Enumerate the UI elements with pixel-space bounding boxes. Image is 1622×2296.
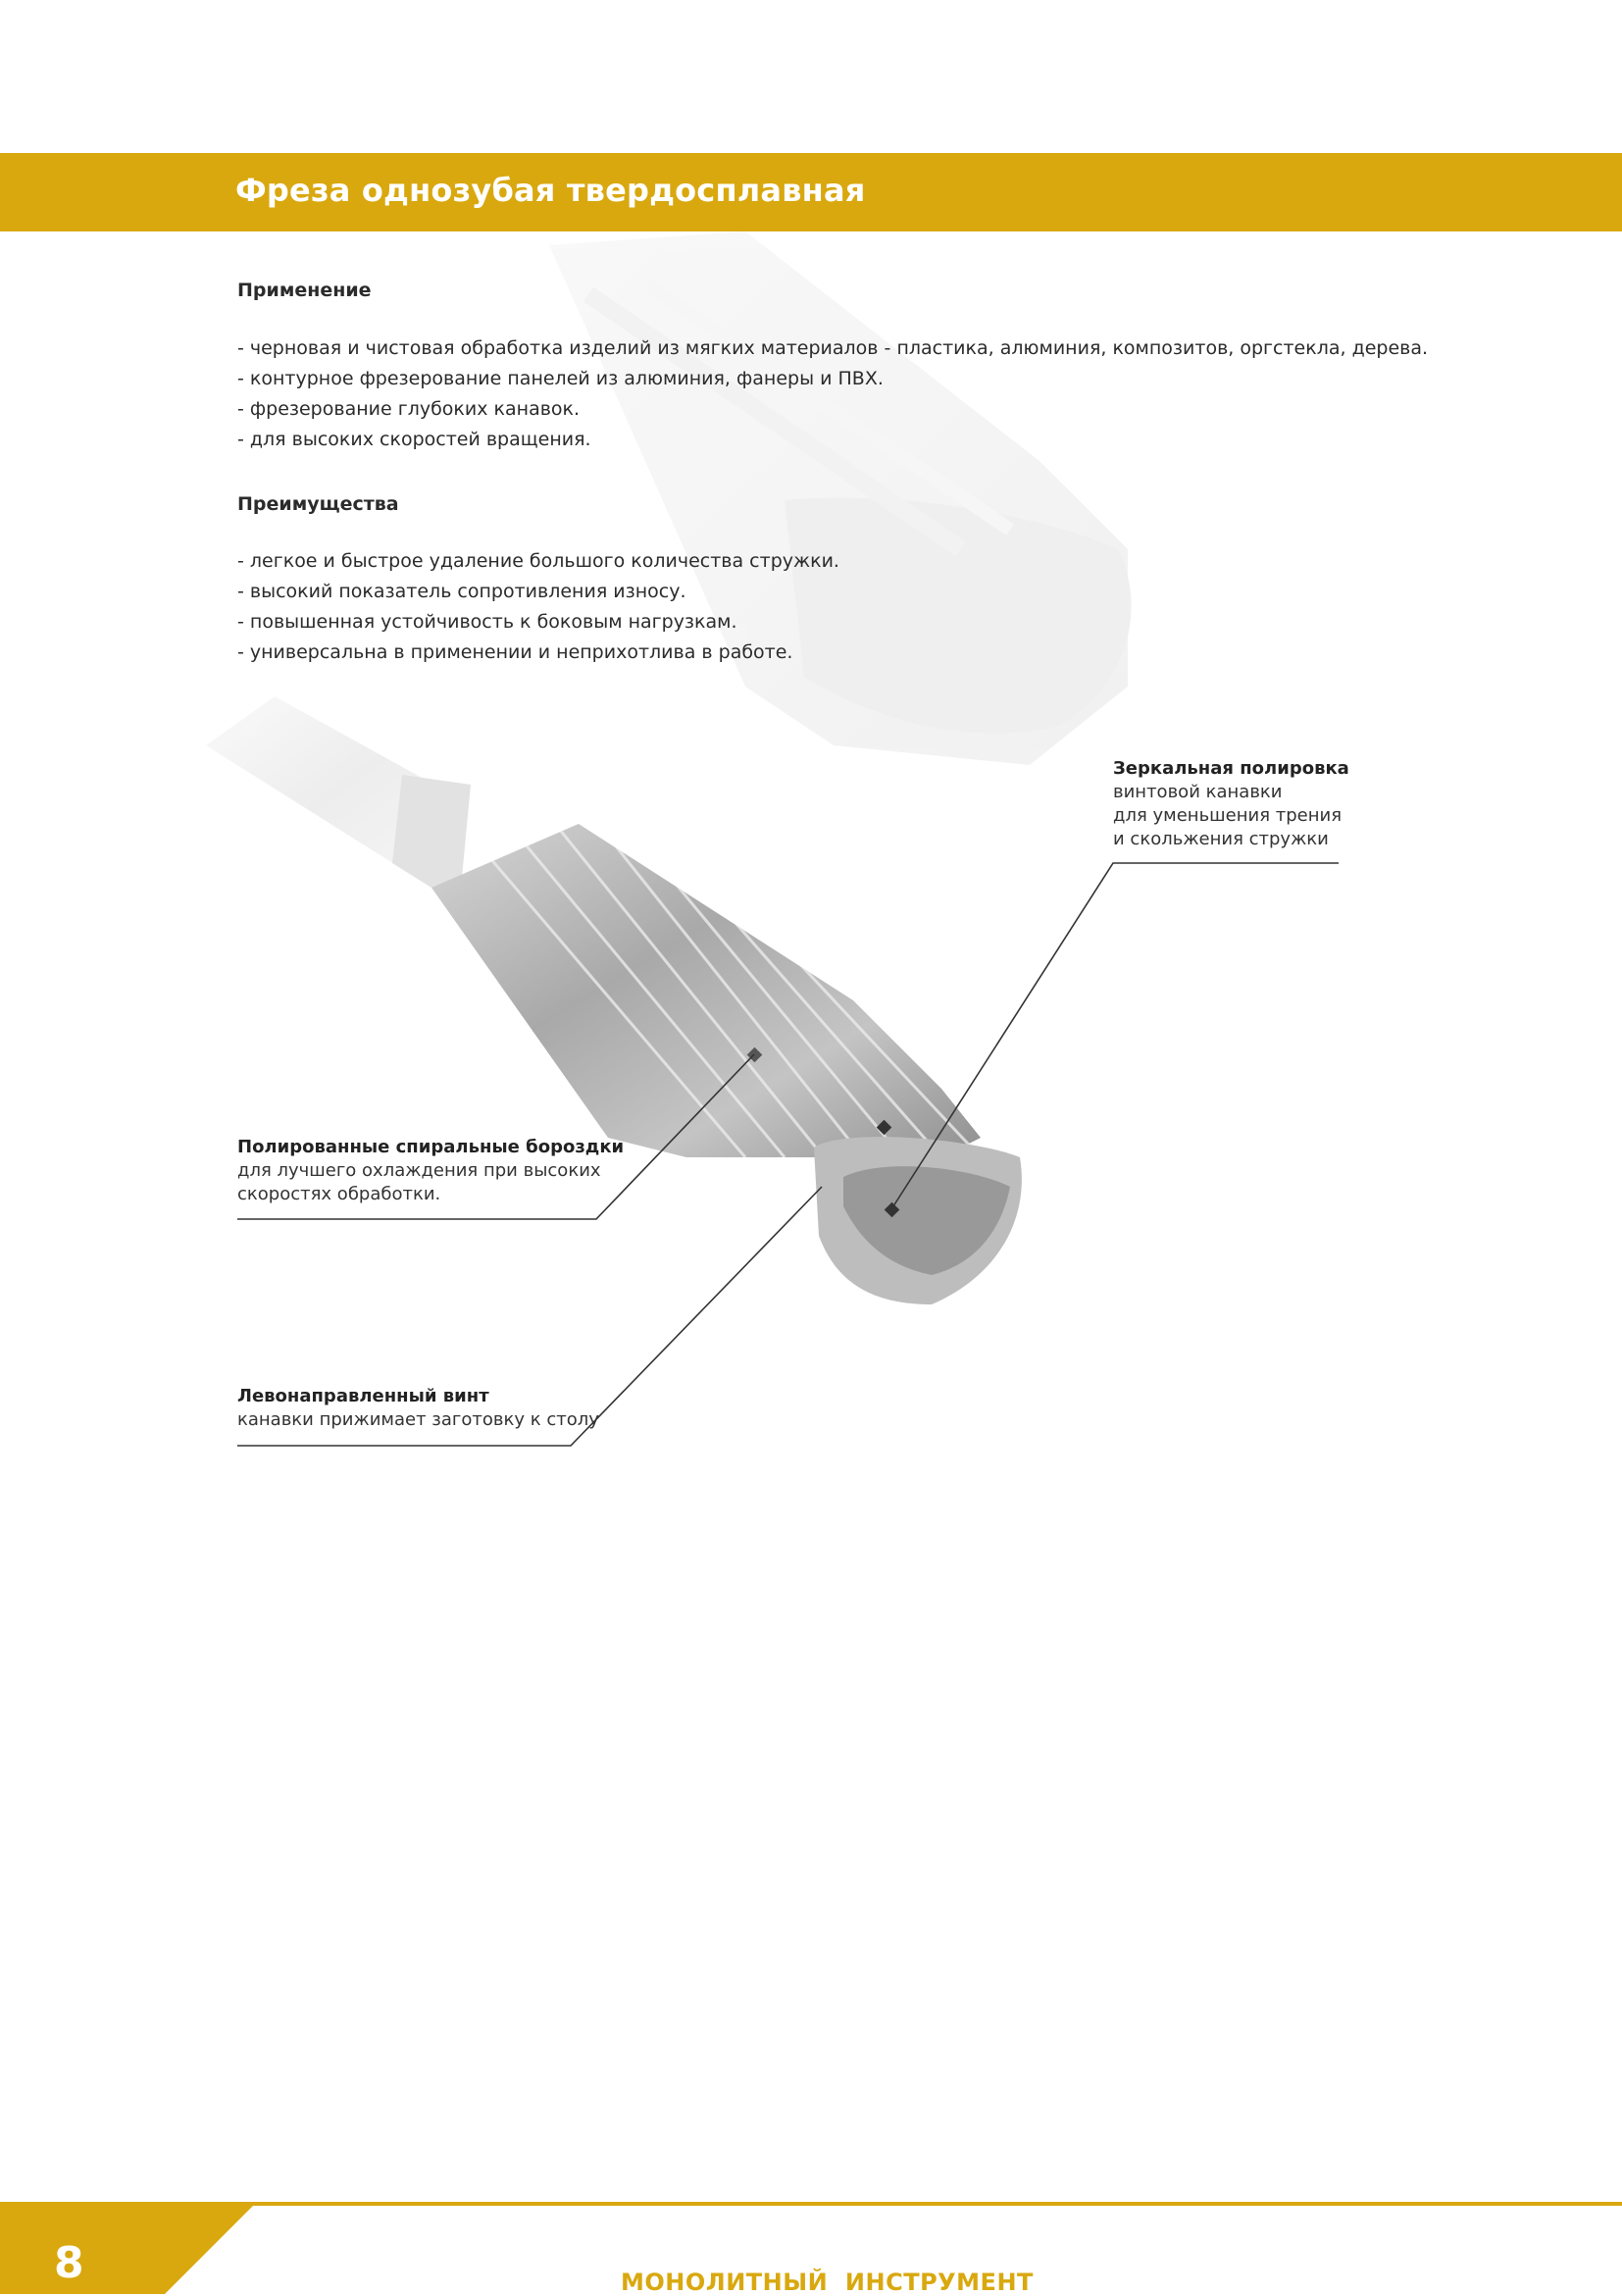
footer-rule (0, 2202, 1622, 2206)
callout-line: для уменьшения трения (1113, 805, 1343, 826)
callout-line: канавки прижимает заготовку к столу (237, 1409, 599, 1430)
page-number: 8 (54, 2238, 84, 2288)
callout-line: скоростях обработки. (237, 1184, 441, 1204)
callout-line: для лучшего охлаждения при высоких (237, 1160, 601, 1181)
list-item: - для высоких скоростей вращения. (237, 429, 591, 450)
list-item: - высокий показатель сопротивления износу. (237, 581, 686, 602)
callout-mirror-polish (1113, 757, 1349, 851)
application-heading: Применение (237, 280, 372, 301)
application-list (237, 333, 1428, 455)
list-item: - черновая и чистовая обработка изделий из мягких материалов - пластика, алюминия, композитов, оргстекла, дерева. (237, 337, 1429, 359)
advantages-list (237, 546, 839, 668)
list-item: - фрезерование глубоких канавок. (237, 398, 581, 420)
list-item: - повышенная устойчивость к боковым нагрузкам. (237, 611, 737, 633)
callout-title: Полированные спиральные бороздки (237, 1137, 625, 1157)
list-item: - универсальна в применении и неприхотлива в работе. (237, 641, 793, 663)
cutter-image (206, 696, 1022, 1304)
callout-title: Зеркальная полировка (1113, 758, 1349, 779)
footer-section-label: МОНОЛИТНЫЙ ИНСТРУМЕНТ (621, 2269, 1034, 2296)
callout-left-hand-helix (237, 1385, 599, 1432)
list-item: - легкое и быстрое удаление большого количества стружки. (237, 550, 839, 572)
advantages-heading: Преимущества (237, 493, 399, 515)
callout-title: Левонаправленный винт (237, 1386, 489, 1406)
callout-line: винтовой канавки (1113, 782, 1283, 802)
footer-corner-shape (0, 2206, 253, 2294)
callout-line: и скольжения стружки (1113, 829, 1329, 849)
list-item: - контурное фрезерование панелей из алюминия, фанеры и ПВХ. (237, 368, 884, 389)
page-title: Фреза однозубая твердосплавная (235, 172, 866, 209)
background-cutter-image (549, 231, 1132, 765)
callout-spiral-grooves (237, 1136, 624, 1206)
